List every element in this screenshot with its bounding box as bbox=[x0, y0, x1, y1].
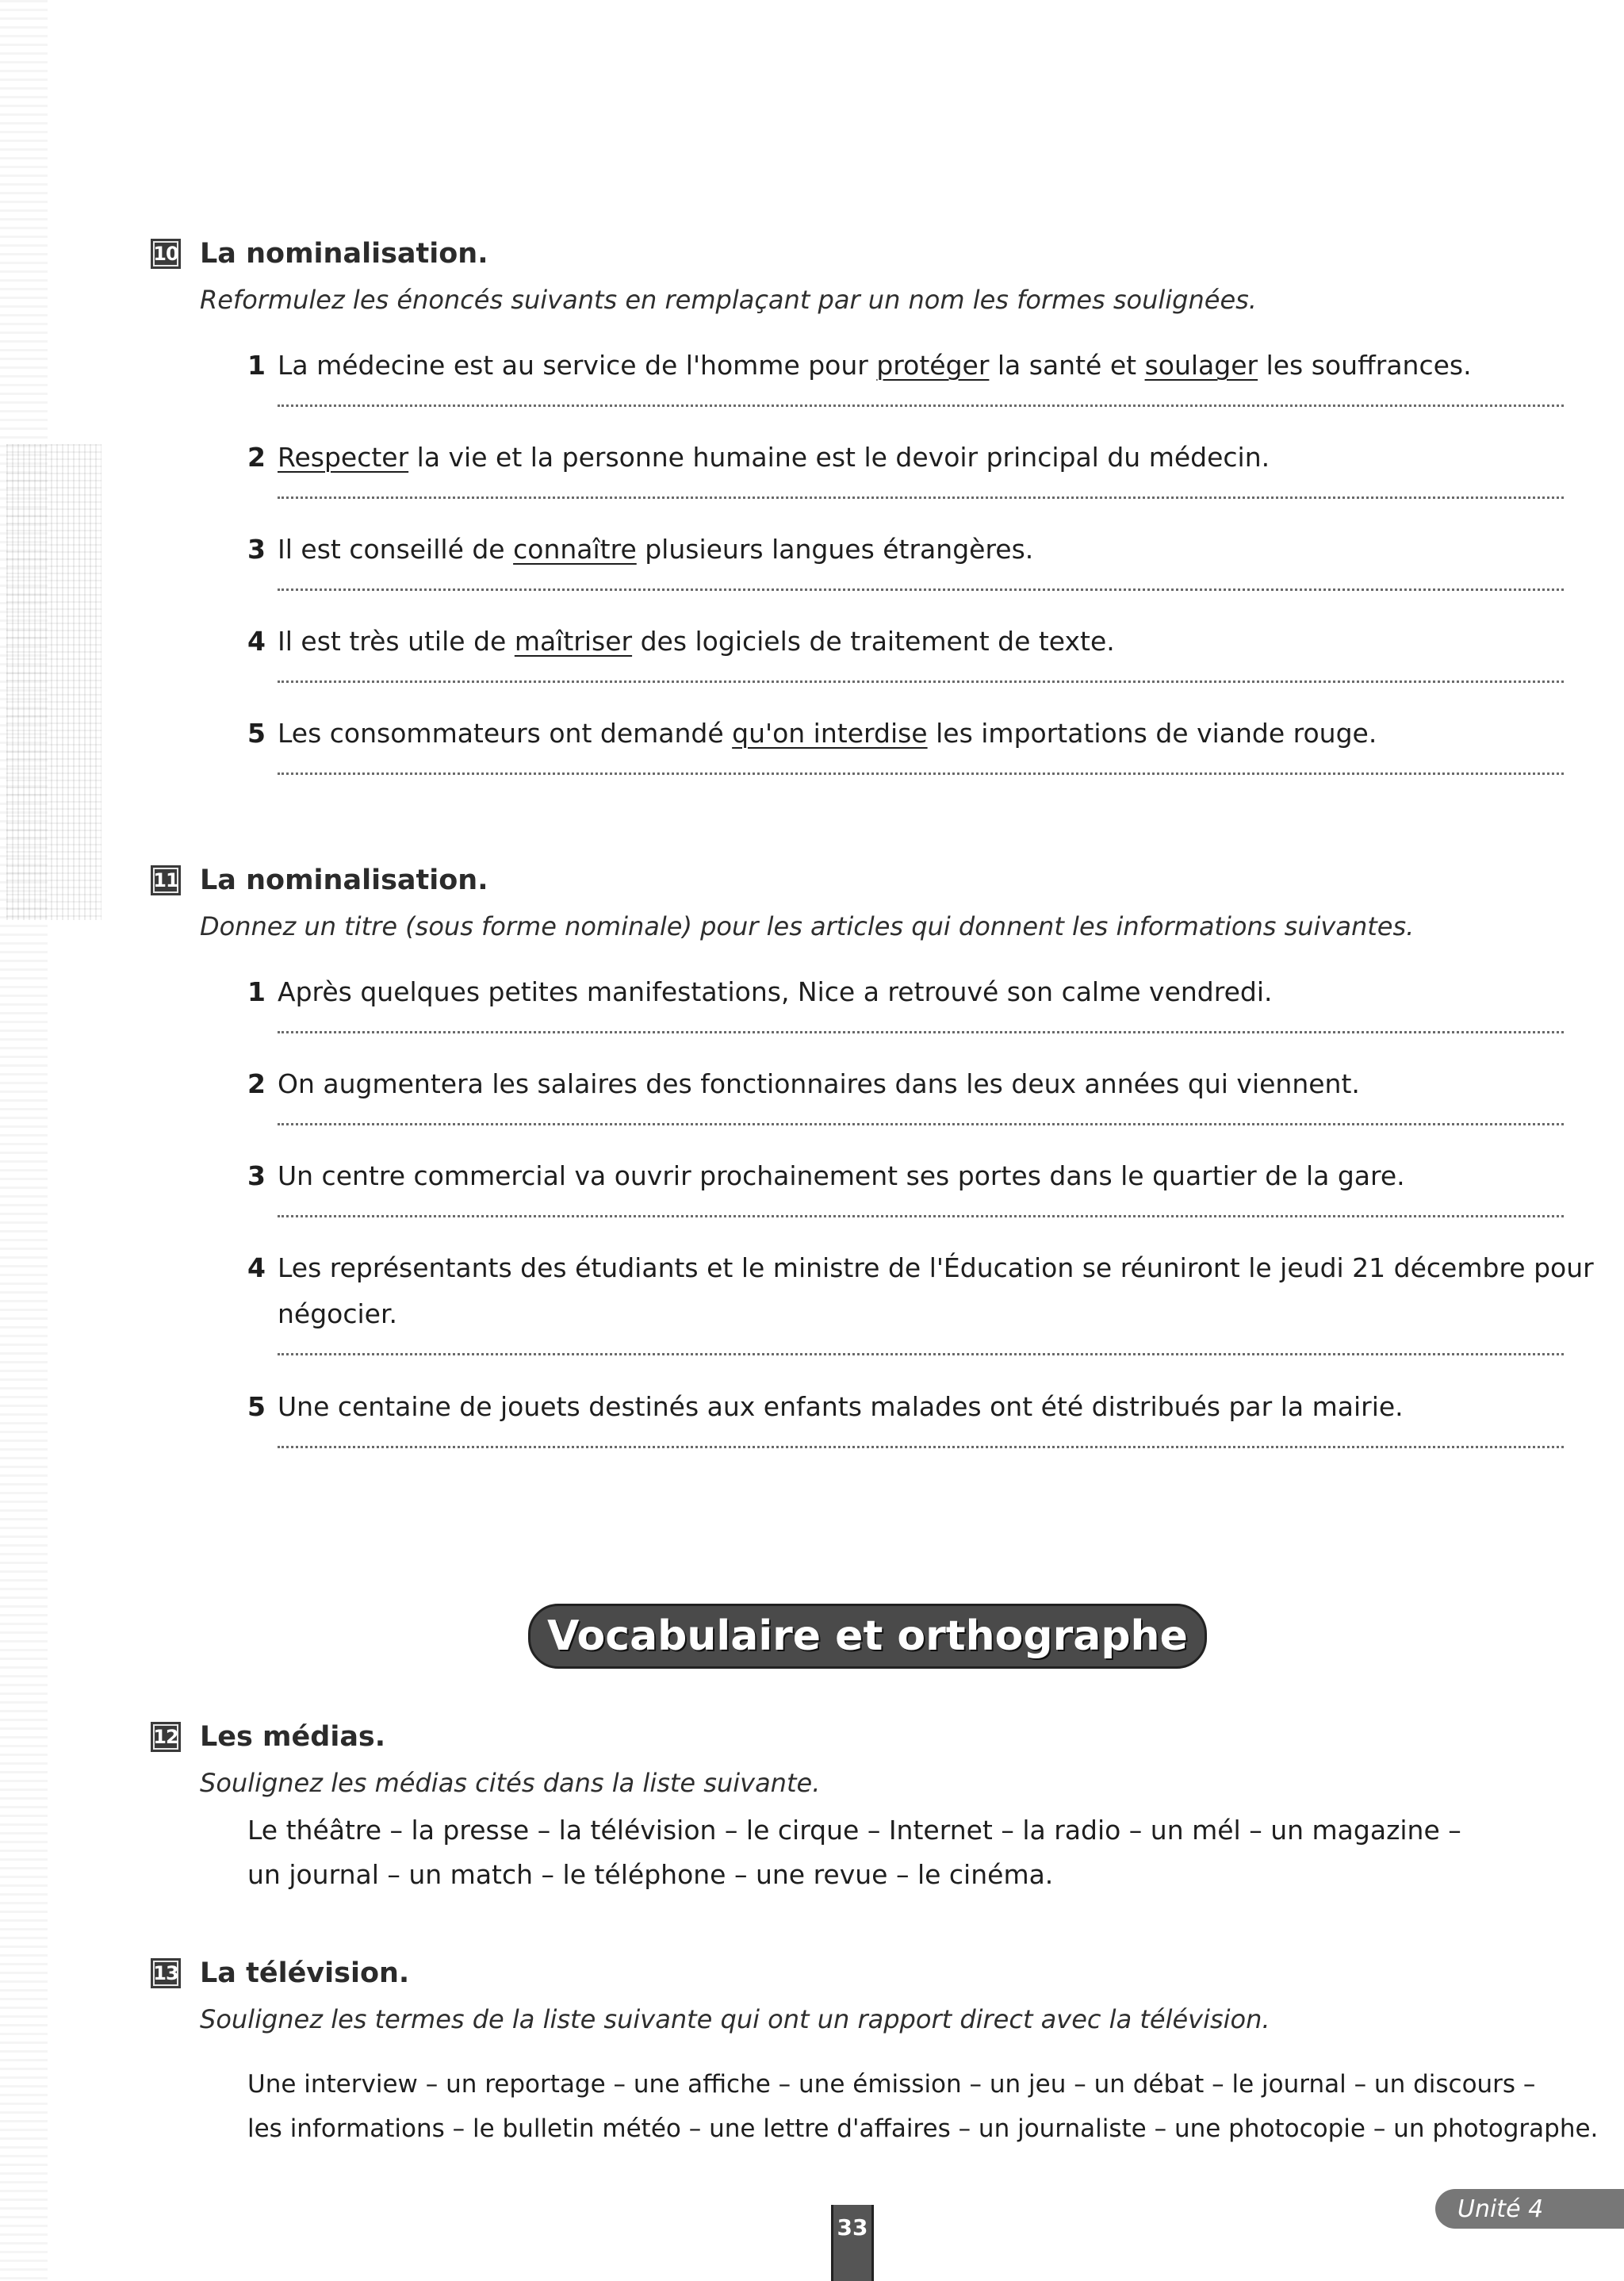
word-list-line[interactable]: les informations – le bulletin météo – une lettre d'affaires – un journaliste – une photocopie – un photographe. bbox=[247, 2114, 1599, 2143]
underlined-form: protéger bbox=[876, 350, 990, 381]
exercise-11 bbox=[151, 857, 1414, 949]
item-text: Les représentants des étudiants et le ministre de l'Éducation se réuniront le jeudi 21 décembre pour bbox=[278, 1252, 1594, 1283]
item-text: Il est très utile de bbox=[278, 626, 515, 657]
exercise-number-badge: 13 bbox=[151, 1958, 181, 1988]
ex11-item-2 bbox=[247, 1061, 1564, 1125]
underlined-form: qu'on interdise bbox=[732, 718, 928, 749]
item-number: 3 bbox=[247, 534, 266, 565]
exercise-title: La nominalisation. bbox=[200, 238, 488, 270]
underlined-form: Respecter bbox=[278, 442, 409, 473]
exercise-title: La nominalisation. bbox=[200, 864, 488, 896]
item-text: les importations de viande rouge. bbox=[927, 718, 1377, 749]
word-list-line[interactable]: Le théâtre – la presse – la télévision – le cirque – Internet – la radio – un mél – un magazine – bbox=[247, 1815, 1461, 1846]
scan-edge-blot bbox=[6, 444, 102, 920]
word-list-line[interactable]: un journal – un match – le téléphone – une revue – le cinéma. bbox=[247, 1859, 1054, 1890]
word-list-line[interactable]: Une interview – un reportage – une affiche – une émission – un jeu – un débat – le journal – un discours – bbox=[247, 2070, 1536, 2099]
exercise-number-badge: 10 bbox=[151, 239, 181, 269]
item-text: Il est conseillé de bbox=[278, 534, 514, 565]
exercise-title: La télévision. bbox=[200, 1957, 410, 1989]
answer-line[interactable] bbox=[278, 400, 1564, 407]
item-number: 4 bbox=[247, 1252, 266, 1283]
item-number: 4 bbox=[247, 626, 266, 657]
ex10-item-4 bbox=[247, 619, 1564, 683]
item-number: 5 bbox=[247, 1391, 266, 1422]
exercise-title: Les médias. bbox=[200, 1721, 386, 1753]
page-number: 33 bbox=[831, 2205, 874, 2281]
item-number: 5 bbox=[247, 718, 266, 749]
exercise-13-header bbox=[151, 1949, 1270, 1997]
item-text: la santé et bbox=[989, 350, 1145, 381]
answer-line[interactable] bbox=[278, 1441, 1564, 1448]
ex11-item-3 bbox=[247, 1153, 1564, 1217]
ex11-item-5 bbox=[247, 1384, 1564, 1448]
item-number: 1 bbox=[247, 976, 266, 1007]
answer-line[interactable] bbox=[278, 1118, 1564, 1125]
exercise-10-header bbox=[151, 230, 1257, 278]
item-text: Après quelques petites manifestations, Nice a retrouvé son calme vendredi. bbox=[278, 976, 1273, 1007]
exercise-instruction: Soulignez les termes de la liste suivante qui ont un rapport direct avec la télévision. bbox=[200, 2004, 1270, 2034]
item-text: Les consommateurs ont demandé bbox=[278, 718, 733, 749]
item-text: plusieurs langues étrangères. bbox=[636, 534, 1034, 565]
exercise-12-header bbox=[151, 1713, 820, 1761]
section-banner-title: Vocabulaire et orthographe bbox=[547, 1612, 1188, 1660]
exercise-instruction: Reformulez les énoncés suivants en remplaçant par un nom les formes soulignées. bbox=[200, 285, 1257, 315]
ex13-word-list bbox=[247, 2062, 1598, 2151]
item-text-continued: négocier. bbox=[278, 1298, 397, 1329]
answer-line[interactable] bbox=[278, 1348, 1564, 1355]
underlined-form: connaître bbox=[513, 534, 637, 565]
ex10-item-3 bbox=[247, 527, 1564, 591]
item-number: 2 bbox=[247, 442, 266, 473]
underlined-form: soulager bbox=[1144, 350, 1258, 381]
answer-line[interactable] bbox=[278, 768, 1564, 775]
ex10-item-5 bbox=[247, 711, 1564, 775]
exercise-12 bbox=[151, 1713, 820, 1805]
unit-tab: Unité 4 bbox=[1435, 2189, 1624, 2229]
item-text: la vie et la personne humaine est le devoir principal du médecin. bbox=[408, 442, 1270, 473]
exercise-11-header bbox=[151, 857, 1414, 904]
section-banner bbox=[528, 1604, 1207, 1669]
answer-line[interactable] bbox=[278, 584, 1564, 591]
answer-line[interactable] bbox=[278, 676, 1564, 683]
answer-line[interactable] bbox=[278, 492, 1564, 499]
item-number: 1 bbox=[247, 350, 266, 381]
ex11-item-1 bbox=[247, 969, 1564, 1033]
exercise-number-badge: 12 bbox=[151, 1722, 181, 1752]
exercise-instruction: Soulignez les médias cités dans la liste suivante. bbox=[200, 1768, 821, 1798]
answer-line[interactable] bbox=[278, 1210, 1564, 1217]
item-number: 3 bbox=[247, 1160, 266, 1191]
item-text: Une centaine de jouets destinés aux enfants malades ont été distribués par la mairie. bbox=[278, 1391, 1404, 1422]
exercise-instruction: Donnez un titre (sous forme nominale) pour les articles qui donnent les informations suivantes. bbox=[200, 911, 1415, 941]
ex11-item-4 bbox=[247, 1245, 1594, 1355]
item-text: les souffrances. bbox=[1258, 350, 1472, 381]
item-text: On augmentera les salaires des fonctionnaires dans les deux années qui viennent. bbox=[278, 1068, 1360, 1099]
exercise-13 bbox=[151, 1949, 1270, 2041]
exercise-10 bbox=[151, 230, 1257, 322]
scan-edge-noise bbox=[0, 0, 48, 2281]
ex12-word-list bbox=[247, 1808, 1461, 1897]
item-text: Un centre commercial va ouvrir prochainement ses portes dans le quartier de la gare. bbox=[278, 1160, 1405, 1191]
ex10-item-2 bbox=[247, 435, 1564, 499]
ex10-item-1 bbox=[247, 343, 1564, 407]
answer-line[interactable] bbox=[278, 1026, 1564, 1033]
exercise-number-badge: 11 bbox=[151, 865, 181, 895]
item-text: des logiciels de traitement de texte. bbox=[632, 626, 1115, 657]
item-text: La médecine est au service de l'homme pour bbox=[278, 350, 877, 381]
underlined-form: maîtriser bbox=[514, 626, 633, 657]
item-number: 2 bbox=[247, 1068, 266, 1099]
